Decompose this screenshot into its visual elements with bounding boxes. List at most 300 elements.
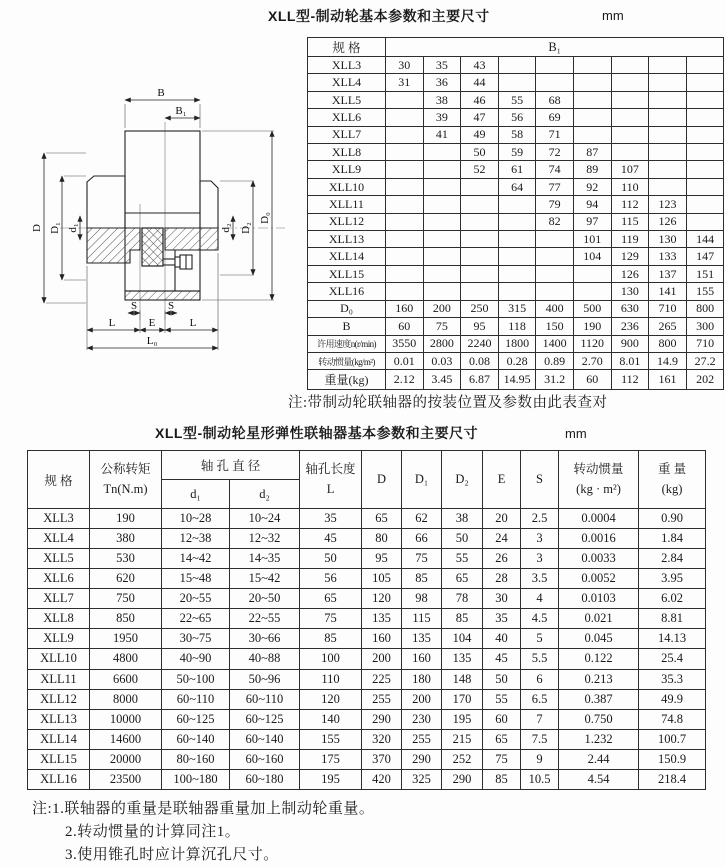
cell: 20 xyxy=(483,509,521,529)
cell: 195 xyxy=(300,769,362,789)
table-row xyxy=(28,629,706,649)
cell xyxy=(649,57,687,74)
cell: 60~110 xyxy=(162,689,230,709)
table-row xyxy=(28,609,706,629)
table-header-row xyxy=(308,38,724,57)
coupling-parameters-table xyxy=(27,450,706,790)
cell: 74 xyxy=(536,161,574,178)
cell: 252 xyxy=(442,749,483,769)
cell: 0.0004 xyxy=(559,509,639,529)
cell: 65 xyxy=(362,509,402,529)
cell: 92 xyxy=(573,178,611,195)
D1-header: D₁ xyxy=(402,451,442,509)
cell xyxy=(498,57,536,74)
cell: 55 xyxy=(483,689,521,709)
cell: 55 xyxy=(498,91,536,108)
row-label: XLL10 xyxy=(308,178,386,195)
row-label: XLL10 xyxy=(28,649,90,669)
cell: 30~75 xyxy=(162,629,230,649)
cell: 95 xyxy=(461,318,499,335)
cell: 218.4 xyxy=(639,769,706,789)
spec-column-header: 规 格 xyxy=(308,38,386,57)
cell: 89 xyxy=(573,161,611,178)
cell: 161 xyxy=(649,370,687,390)
cell: 0.03 xyxy=(423,352,461,369)
cell xyxy=(423,196,461,213)
cell: 58 xyxy=(498,126,536,143)
cell xyxy=(386,109,424,126)
cell: 100.7 xyxy=(639,729,706,749)
cell: 141 xyxy=(649,283,687,300)
cell: 66 xyxy=(402,529,442,549)
cell: 75 xyxy=(300,609,362,629)
cell: 104 xyxy=(442,629,483,649)
cell xyxy=(498,265,536,282)
cell: 20~50 xyxy=(230,589,300,609)
cell: 137 xyxy=(649,265,687,282)
cell xyxy=(573,283,611,300)
row-label: XLL7 xyxy=(308,126,386,143)
cell: 60~125 xyxy=(162,709,230,729)
cell: 0.021 xyxy=(559,609,639,629)
table-row xyxy=(308,91,724,108)
cell: 79 xyxy=(536,196,574,213)
cell: 2240 xyxy=(461,335,499,352)
cell: 3 xyxy=(521,549,559,569)
cell xyxy=(536,57,574,74)
cell: 39 xyxy=(423,109,461,126)
cell: 850 xyxy=(90,609,162,629)
cell: 155 xyxy=(300,729,362,749)
cell: 15~48 xyxy=(162,569,230,589)
cell: 0.01 xyxy=(386,352,424,369)
cell xyxy=(611,57,649,74)
cell: 3.45 xyxy=(423,370,461,390)
table-row xyxy=(308,318,724,335)
cell xyxy=(461,196,499,213)
dim-label-D2: D₂ xyxy=(240,222,252,234)
dim-label-D1: D₁ xyxy=(49,222,61,234)
cell: 75 xyxy=(402,549,442,569)
cell xyxy=(461,283,499,300)
cell: 5 xyxy=(521,629,559,649)
cell xyxy=(386,213,424,230)
row-label: 转动惯量(kg/m²) xyxy=(308,352,386,369)
cell: 190 xyxy=(90,509,162,529)
cell: 105 xyxy=(362,569,402,589)
cell: 2800 xyxy=(423,335,461,352)
row-label: XLL14 xyxy=(28,729,90,749)
row-label: XLL9 xyxy=(308,161,386,178)
cell: 130 xyxy=(611,283,649,300)
cell: 4 xyxy=(521,589,559,609)
cell: 147 xyxy=(686,248,724,265)
cell: 112 xyxy=(611,196,649,213)
cell: 0.89 xyxy=(536,352,574,369)
cell: 160 xyxy=(362,629,402,649)
cell: 325 xyxy=(402,769,442,789)
cell xyxy=(611,91,649,108)
cell xyxy=(536,248,574,265)
cell: 25.4 xyxy=(639,649,706,669)
cell: 50~100 xyxy=(162,669,230,689)
cell xyxy=(649,144,687,161)
cell: 22~55 xyxy=(230,609,300,629)
cell: 230 xyxy=(402,709,442,729)
cell: 530 xyxy=(90,549,162,569)
row-label: XLL15 xyxy=(308,265,386,282)
cell: 12~32 xyxy=(230,529,300,549)
table-row xyxy=(308,196,724,213)
cell: 8.01 xyxy=(611,352,649,369)
cell xyxy=(649,74,687,91)
cell: 82 xyxy=(536,213,574,230)
cell: 3550 xyxy=(386,335,424,352)
cell: 98 xyxy=(402,589,442,609)
cell: 87 xyxy=(573,144,611,161)
row-label: XLL11 xyxy=(308,196,386,213)
cell: 0.387 xyxy=(559,689,639,709)
inertia-header-line1: 转动惯量 xyxy=(573,462,624,477)
cell: 65 xyxy=(442,569,483,589)
cell: 30 xyxy=(483,589,521,609)
cell: 250 xyxy=(461,300,499,317)
cell: 118 xyxy=(498,318,536,335)
bore-length-line2: L xyxy=(326,481,335,496)
row-label: XLL16 xyxy=(28,769,90,789)
cell: 38 xyxy=(442,509,483,529)
cell: 900 xyxy=(611,335,649,352)
cell: 1.84 xyxy=(639,529,706,549)
cell: 1120 xyxy=(573,335,611,352)
cell: 135 xyxy=(442,649,483,669)
cell xyxy=(423,161,461,178)
cell: 370 xyxy=(362,749,402,769)
row-label: XLL5 xyxy=(28,549,90,569)
table-row xyxy=(308,265,724,282)
cell: 61 xyxy=(498,161,536,178)
cell: 4.5 xyxy=(521,609,559,629)
cell: 10.5 xyxy=(521,769,559,789)
cell: 170 xyxy=(442,689,483,709)
cell: 115 xyxy=(611,213,649,230)
cell: 255 xyxy=(362,689,402,709)
row-label: 重量(kg) xyxy=(308,370,386,390)
dim-label-B: B xyxy=(157,87,165,99)
cell: 69 xyxy=(536,109,574,126)
cell: 290 xyxy=(402,749,442,769)
cell: 35 xyxy=(300,509,362,529)
cell: 2.12 xyxy=(386,370,424,390)
cell xyxy=(686,196,724,213)
cell: 0.122 xyxy=(559,649,639,669)
cell: 35 xyxy=(423,57,461,74)
cell xyxy=(498,213,536,230)
cell: 78 xyxy=(442,589,483,609)
drawing-outline xyxy=(87,131,218,300)
cell: 5.5 xyxy=(521,649,559,669)
D2-header: D₂ xyxy=(442,451,483,509)
cell: 0.0033 xyxy=(559,549,639,569)
table-row xyxy=(308,283,724,300)
cell: 129 xyxy=(611,248,649,265)
cell xyxy=(498,283,536,300)
cell: 1400 xyxy=(536,335,574,352)
cell: 195 xyxy=(442,709,483,729)
dim-label-D: D xyxy=(31,224,43,232)
torque-header-line2: Tn(N.m) xyxy=(103,481,148,496)
row-label: XLL7 xyxy=(28,589,90,609)
cell xyxy=(386,248,424,265)
cell: 59 xyxy=(498,144,536,161)
dim-label-B1: B₁ xyxy=(175,105,187,117)
cell: 36 xyxy=(423,74,461,91)
row-label: XLL16 xyxy=(308,283,386,300)
cell: 175 xyxy=(300,749,362,769)
cell: 0.0052 xyxy=(559,569,639,589)
cell: 265 xyxy=(649,318,687,335)
cell: 60 xyxy=(386,318,424,335)
cell: 3.5 xyxy=(521,569,559,589)
table-row xyxy=(308,352,724,369)
cell: 60~180 xyxy=(230,769,300,789)
table-row xyxy=(28,529,706,549)
table-row xyxy=(28,709,706,729)
cell: 255 xyxy=(402,729,442,749)
cell xyxy=(386,126,424,143)
bore-length-line1: 轴孔长度 xyxy=(305,462,356,477)
cell: 85 xyxy=(402,569,442,589)
cell: 1800 xyxy=(498,335,536,352)
cell: 64 xyxy=(498,178,536,195)
cell xyxy=(536,74,574,91)
cell: 2.5 xyxy=(521,509,559,529)
cell xyxy=(611,109,649,126)
cell: 0.90 xyxy=(639,509,706,529)
cell: 160 xyxy=(402,649,442,669)
cell: 40 xyxy=(483,629,521,649)
cell: 85 xyxy=(483,769,521,789)
cell: 20~55 xyxy=(162,589,230,609)
cell: 420 xyxy=(362,769,402,789)
dim-label-L-left: L xyxy=(108,317,116,329)
cell: 50 xyxy=(300,549,362,569)
cell: 60~160 xyxy=(230,749,300,769)
cell: 0.750 xyxy=(559,709,639,729)
cell: 20000 xyxy=(90,749,162,769)
cell xyxy=(573,126,611,143)
cell xyxy=(573,109,611,126)
cell xyxy=(386,144,424,161)
table-row xyxy=(28,509,706,529)
table-row xyxy=(28,689,706,709)
cell: 7 xyxy=(521,709,559,729)
cell xyxy=(686,57,724,74)
cell: 60~140 xyxy=(162,729,230,749)
dim-label-d2: d₂ xyxy=(220,223,232,233)
cell: 41 xyxy=(423,126,461,143)
cell xyxy=(686,178,724,195)
table-row xyxy=(308,109,724,126)
row-label: XLL4 xyxy=(308,74,386,91)
row-label: XLL11 xyxy=(28,669,90,689)
cell: 104 xyxy=(573,248,611,265)
cell: 160 xyxy=(386,300,424,317)
cell: 4.54 xyxy=(559,769,639,789)
cell xyxy=(423,178,461,195)
cell: 126 xyxy=(649,213,687,230)
cell: 107 xyxy=(611,161,649,178)
cell xyxy=(423,248,461,265)
table-row xyxy=(308,213,724,230)
dim-label-E: E xyxy=(148,317,156,329)
cell xyxy=(461,248,499,265)
cell xyxy=(498,231,536,248)
table-row xyxy=(28,649,706,669)
cell: 50 xyxy=(461,144,499,161)
row-label: XLL6 xyxy=(28,569,90,589)
cell: 60 xyxy=(573,370,611,390)
cell xyxy=(461,231,499,248)
cell xyxy=(386,265,424,282)
cell: 50 xyxy=(483,669,521,689)
cell: 80~160 xyxy=(162,749,230,769)
cell: 50 xyxy=(442,529,483,549)
cell: 2.84 xyxy=(639,549,706,569)
brake-wheel-parameters-table xyxy=(307,37,724,390)
cell: 47 xyxy=(461,109,499,126)
cell: 150.9 xyxy=(639,749,706,769)
table-row xyxy=(28,729,706,749)
table-row xyxy=(308,248,724,265)
cell xyxy=(649,178,687,195)
cell xyxy=(536,283,574,300)
cell xyxy=(461,178,499,195)
S-header: S xyxy=(521,451,559,509)
cell: 30~66 xyxy=(230,629,300,649)
cell: 10~28 xyxy=(162,509,230,529)
cell: 120 xyxy=(362,589,402,609)
coupling-cross-section-drawing xyxy=(30,78,315,378)
cell: 55 xyxy=(442,549,483,569)
row-label: XLL3 xyxy=(28,509,90,529)
cell: 710 xyxy=(649,300,687,317)
cell: 200 xyxy=(423,300,461,317)
cell xyxy=(611,126,649,143)
cell: 130 xyxy=(649,231,687,248)
cell xyxy=(611,74,649,91)
cell xyxy=(386,178,424,195)
drawing-centerlines xyxy=(60,122,285,320)
cell xyxy=(498,74,536,91)
row-label: 许用速度n(r/min) xyxy=(308,335,386,352)
cell: 40~88 xyxy=(230,649,300,669)
cell xyxy=(461,265,499,282)
cell: 12~38 xyxy=(162,529,230,549)
cell xyxy=(686,109,724,126)
cell: 49 xyxy=(461,126,499,143)
cell xyxy=(686,144,724,161)
cell xyxy=(649,126,687,143)
cell: 200 xyxy=(402,689,442,709)
cell: 24 xyxy=(483,529,521,549)
cell: 6 xyxy=(521,669,559,689)
weight-header-line1: 重 量 xyxy=(657,462,687,477)
table-row xyxy=(308,144,724,161)
cell: 14.95 xyxy=(498,370,536,390)
cell: 95 xyxy=(362,549,402,569)
cell: 110 xyxy=(611,178,649,195)
cell: 52 xyxy=(461,161,499,178)
dim-label-L0: L₀ xyxy=(146,335,158,347)
table-row xyxy=(308,74,724,91)
cell: 74.8 xyxy=(639,709,706,729)
cell: 43 xyxy=(461,57,499,74)
table-row xyxy=(308,161,724,178)
cell: 6.5 xyxy=(521,689,559,709)
dim-label-D0: D₀ xyxy=(259,212,271,224)
cell: 44 xyxy=(461,74,499,91)
d1-subheader: d₁ xyxy=(162,480,230,509)
cell: 200 xyxy=(362,649,402,669)
table-row xyxy=(308,126,724,143)
table-row xyxy=(308,231,724,248)
cell: 0.213 xyxy=(559,669,639,689)
cell: 290 xyxy=(442,769,483,789)
cell: 101 xyxy=(573,231,611,248)
cell: 62 xyxy=(402,509,442,529)
row-label: XLL12 xyxy=(308,213,386,230)
cell: 26 xyxy=(483,549,521,569)
cell: 1950 xyxy=(90,629,162,649)
table-row xyxy=(28,669,706,689)
cell xyxy=(386,161,424,178)
cell: 0.28 xyxy=(498,352,536,369)
bore-length-header xyxy=(300,451,362,509)
spec-header: 规 格 xyxy=(28,451,90,509)
cell xyxy=(686,161,724,178)
cell: 97 xyxy=(573,213,611,230)
cell xyxy=(686,91,724,108)
cell: 290 xyxy=(362,709,402,729)
cell: 225 xyxy=(362,669,402,689)
cell: 123 xyxy=(649,196,687,213)
table-row xyxy=(308,57,724,74)
cell: 60~125 xyxy=(230,709,300,729)
cell: 133 xyxy=(649,248,687,265)
cell: 0.08 xyxy=(461,352,499,369)
cell xyxy=(686,213,724,230)
cell: 14.9 xyxy=(649,352,687,369)
cell: 202 xyxy=(686,370,724,390)
cell: 22~65 xyxy=(162,609,230,629)
table-row xyxy=(308,178,724,195)
row-label: XLL12 xyxy=(28,689,90,709)
cell: 315 xyxy=(498,300,536,317)
cell: 45 xyxy=(483,649,521,669)
cell: 135 xyxy=(402,629,442,649)
cell: 56 xyxy=(300,569,362,589)
cell: 3 xyxy=(521,529,559,549)
cell: 60~140 xyxy=(230,729,300,749)
table-row xyxy=(308,370,724,390)
cell xyxy=(423,144,461,161)
cell xyxy=(573,91,611,108)
table-header-row-1 xyxy=(28,451,706,480)
cell: 144 xyxy=(686,231,724,248)
cell: 6.02 xyxy=(639,589,706,609)
dim-label-d1: d₁ xyxy=(67,223,79,233)
